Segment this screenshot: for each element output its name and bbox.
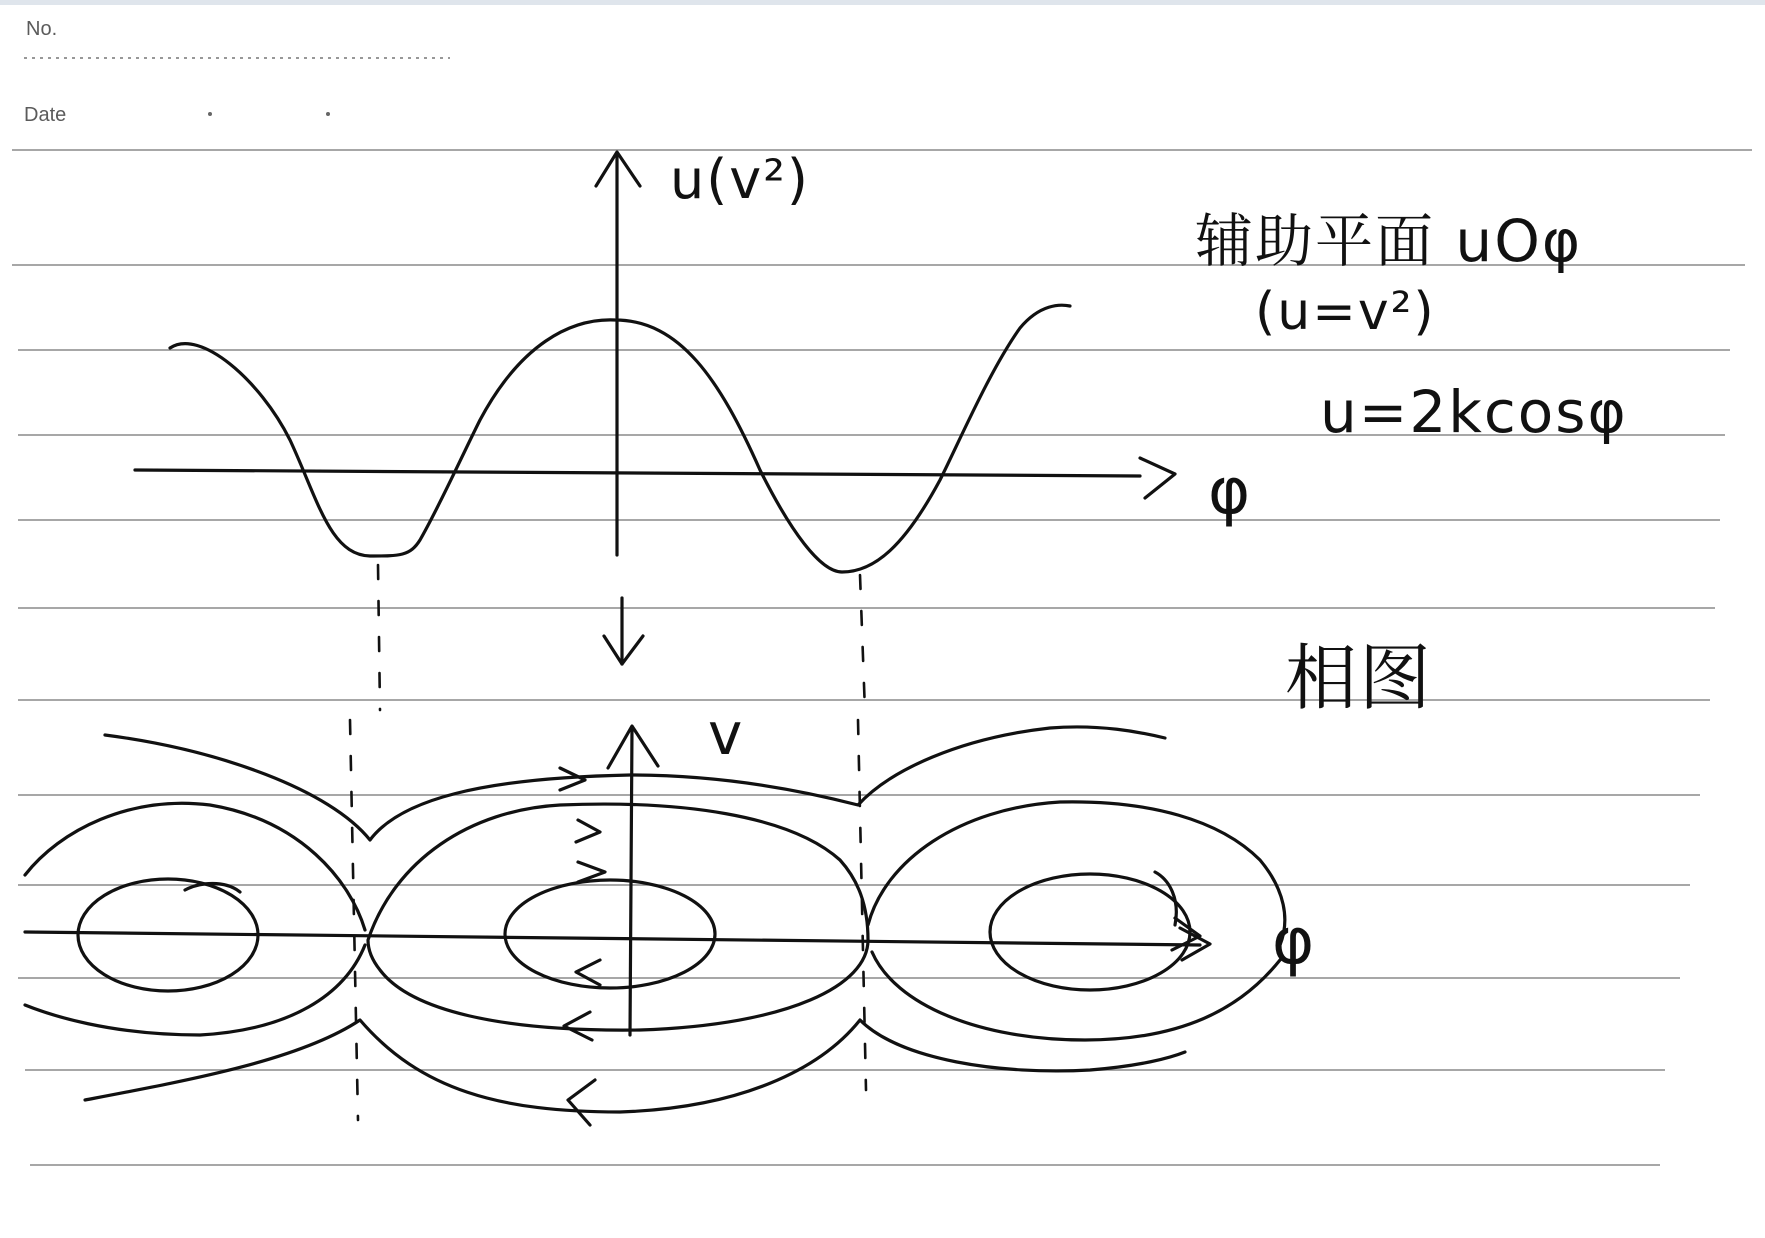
separatrix bbox=[25, 803, 365, 930]
relation-label: (u=v²) bbox=[1255, 282, 1436, 342]
trough-dropline bbox=[860, 575, 865, 712]
flow-arrow-icon bbox=[564, 1012, 592, 1040]
ruled-lines bbox=[12, 150, 1752, 1165]
v-axis-label: v bbox=[708, 700, 745, 768]
phase-portrait bbox=[25, 720, 1285, 1125]
phi-axis-arrow-icon bbox=[1140, 458, 1175, 498]
no-label: No. bbox=[26, 18, 58, 40]
closed-orbit bbox=[505, 880, 715, 988]
open-trajectory bbox=[105, 727, 1165, 840]
flow-arrow-icon bbox=[568, 1080, 595, 1125]
phi-axis bbox=[135, 470, 1140, 476]
equation-label: u=2kcosφ bbox=[1320, 378, 1628, 446]
separatrix bbox=[872, 952, 1280, 1040]
phi-axis-label: φ bbox=[1208, 455, 1253, 529]
trough-dropline bbox=[378, 565, 380, 710]
saddle-dropline bbox=[350, 720, 358, 1120]
auxiliary-plane-title: 辅助平面 uOφ bbox=[1195, 207, 1583, 275]
phase-phi-label: φ bbox=[1272, 905, 1317, 979]
phase-phi-axis bbox=[25, 932, 1200, 945]
flow-arrow-icon bbox=[576, 960, 600, 985]
u-axis-label: u(v²) bbox=[670, 148, 810, 211]
flow-arrow-icon bbox=[1155, 872, 1176, 925]
separatrix bbox=[368, 804, 868, 1030]
closed-orbit bbox=[990, 874, 1190, 990]
date-label: Date bbox=[24, 104, 67, 126]
u-phi-plot bbox=[135, 152, 1175, 712]
phase-portrait-title: 相图 bbox=[1285, 636, 1434, 720]
cosine-curve bbox=[170, 305, 1070, 572]
date-dot bbox=[208, 112, 212, 116]
flow-arrow-icon bbox=[576, 820, 600, 842]
date-dot bbox=[326, 112, 330, 116]
